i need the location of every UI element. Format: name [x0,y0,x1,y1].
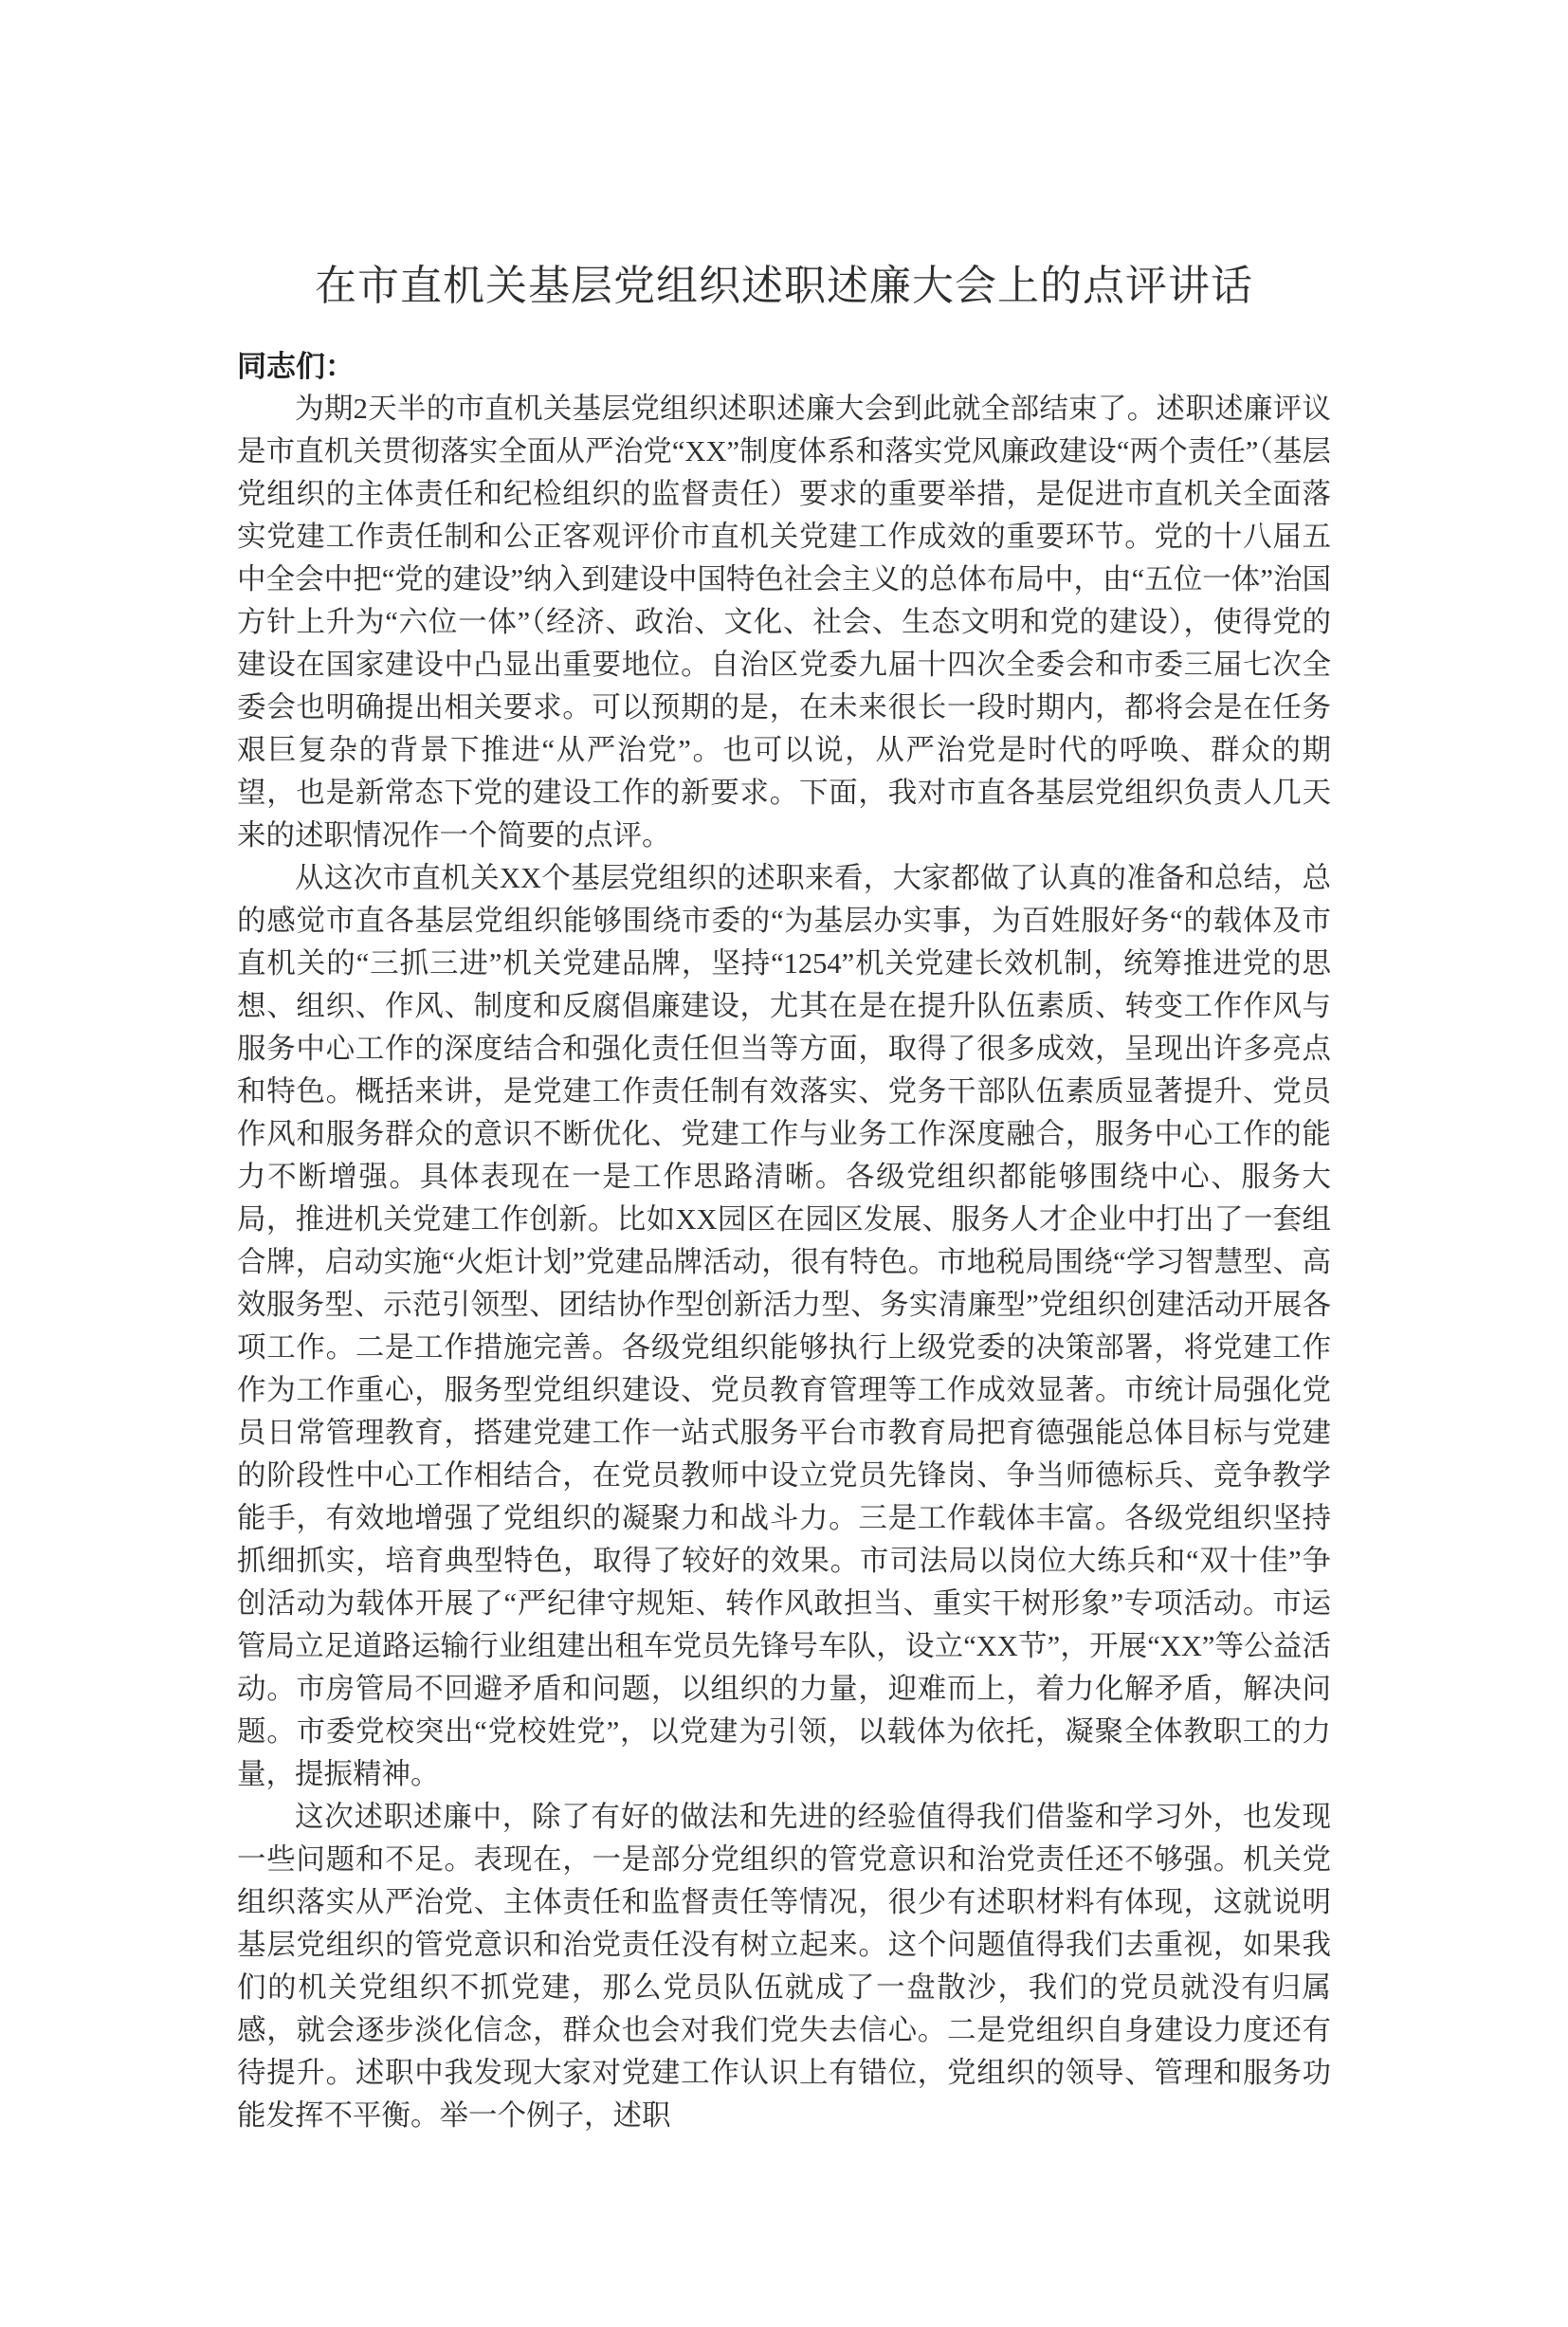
paragraph-problems: 这次述职述廉中，除了有好的做法和先进的经验值得我们借鉴和学习外，也发现一些问题和不足。表现在，一是部分党组织的管党意识和治党责任还不够强。机关党组织落实从严治党、主体责任和监督责任等情况，很少有述职材料有体现，这就说明基层党组织的管党意识和治党责任没有树立起来。这个问题值得我们去重视，如果我们的机关党组织不抓党建，那么党员队伍就成了一盘散沙，我们的党员就没有归属感，就会逐步淡化信念，群众也会对我们党失去信心。二是党组织自身建设力度还有待提升。述职中我发现大家对党建工作认识上有错位，党组织的领导、管理和服务功能发挥不平衡。举一个例子，述职 [237,1801,1331,2132]
paragraph-opening: 为期2天半的市直机关基层党组织述职述廉大会到此就全部结束了。述职述廉评议是市直机关贯彻落实全面从严治党“XX”制度体系和落实党风廉政建设“两个责任”（基层党组织的主体责任和纪检组织的监督责任）要求的重要举措，是促进市直机关全面落实党建工作责任制和公正客观评价市直机关党建工作成效的重要环节。党的十八届五中全会中把“党的建设”纳入到建设中国特色社会主义的总体布局中，由“五位一体”治国方针上升为“六位一体”（经济、政治、文化、社会、生态文明和党的建设），使得党的建设在国家建设中凸显出重要地位。自治区党委九届十四次全委会和市委三届七次全委会也明确提出相关要求。可以预期的是，在未来很长一段时期内，都将会是在任务艰巨复杂的背景下推进“从严治党”。也可以说，从严治党是时代的呼唤、群众的期望，也是新常态下党的建设工作的新要求。下面，我对市直各基层党组织负责人几天来的述职情况作一个简要的点评。 [237,393,1331,852]
salutation: 同志们： [237,350,355,383]
paragraph-achievements: 从这次市直机关XX个基层党组织的述职来看，大家都做了认真的准备和总结，总的感觉市直各基层党组织能够围绕市委的“为基层办实事，为百姓服好务“的载体及市直机关的“三抓三进”机关党建品牌，坚持“1254”机关党建长效机制，统筹推进党的思想、组织、作风、制度和反腐倡廉建设，尤其在是在提升队伍素质、转变工作作风与服务中心工作的深度结合和强化责任但当等方面，取得了很多成效，呈现出许多亮点和特色。概括来讲，是党建工作责任制有效落实、党务干部队伍素质显著提升、党员作风和服务群众的意识不断优化、党建工作与业务工作深度融合，服务中心工作的能力不断增强。具体表现在一是工作思路清晰。各级党组织都能够围绕中心、服务大局，推进机关党建工作创新。比如XX园区在园区发展、服务人才企业中打出了一套组合牌，启动实施“火炬计划”党建品牌活动，很有特色。市地税局围绕“学习智慧型、高效服务型、示范引领型、团结协作型创新活力型、务实清廉型”党组织创建活动开展各项工作。二是工作措施完善。各级党组织能够执行上级党委的决策部署，将党建工作作为工作重心，服务型党组织建设、党员教育管理等工作成效显著。市统计局强化党员日常管理教育，搭建党建工作一站式服务平台市教育局把育德强能总体目标与党建的阶段性中心工作相结合，在党员教师中设立党员先锋岗、争当师德标兵、竞争教学能手，有效地增强了党组织的凝聚力和战斗力。三是工作载体丰富。各级党组织坚持抓细抓实，培育典型特色，取得了较好的效果。市司法局以岗位大练兵和“双十佳”争创活动为载体开展了“严纪律守规矩、转作风敢担当、重实干树形象”专项活动。市运管局立足道路运输行业组建出租车党员先锋号车队，设立“XX节”，开展“XX”等公益活动。市房管局不回避矛盾和问题，以组织的力量，迎难而上，着力化解矛盾，解决问题。市委党校突出“党校姓党”，以党建为引领，以载体为依托，凝聚全体教职工的力量，提振精神。 [237,862,1331,1790]
document-title: 在市直机关基层党组织述职述廉大会上的点评讲话 [315,263,1253,309]
